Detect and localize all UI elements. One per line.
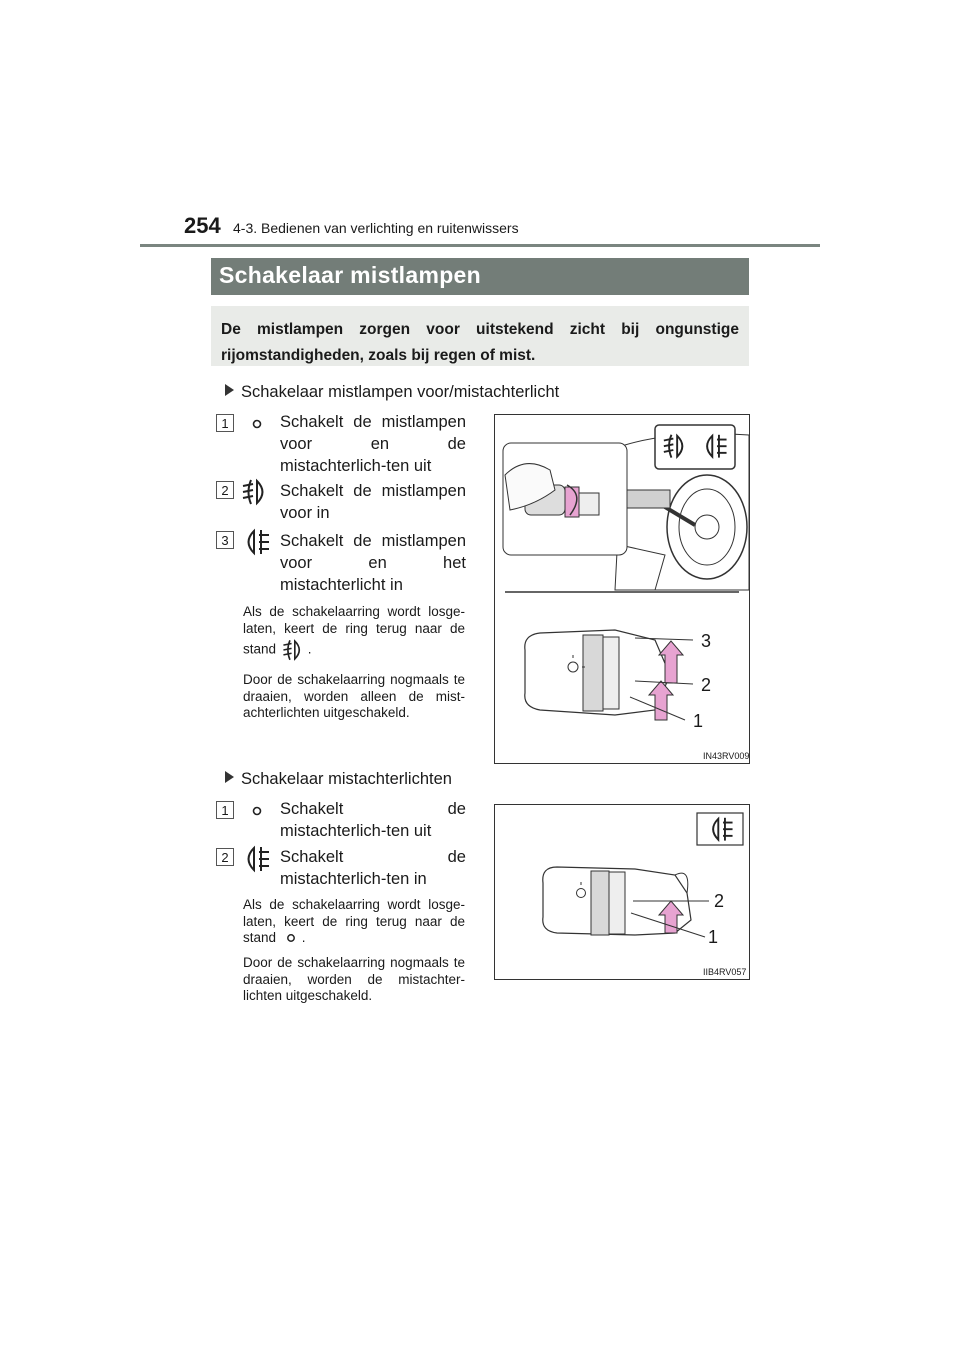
note-return-position (243, 604, 465, 663)
intro-box (211, 306, 749, 366)
subsection-heading-1 (225, 383, 559, 402)
note-text: Als de schakelaarring wordt losge-laten, keert de ring terug naar de stand (243, 897, 465, 945)
item-number-badge: 2 (216, 848, 234, 866)
intro-text: De mistlampen zorgen voor uitstekend zicht bij ongunstige rijomstandigheden, zoals bij regen of mist. (221, 321, 739, 364)
item-number-badge: 1 (216, 801, 234, 819)
rear-fog-lamp-icon (240, 843, 272, 875)
page-number: 254 (184, 213, 221, 238)
subsection-heading-2-text: Schakelaar mistachterlichten (241, 770, 452, 788)
item-number-badge: 2 (216, 481, 234, 499)
callout-number: 2 (714, 891, 725, 911)
combination-switch-illustration (495, 415, 749, 763)
section-title: Schakelaar mistlampen (219, 262, 481, 288)
figure-code: IN43RV009 (703, 751, 750, 761)
subsection-heading-2 (225, 770, 452, 789)
note-text-end: . (301, 930, 306, 945)
off-circle-icon (280, 930, 302, 946)
callout-number: 2 (701, 675, 712, 695)
note-text: Als de schakelaarring wordt losge-laten, keert de ring terug naar de stand (243, 604, 465, 657)
rear-fog-switch-illustration (495, 805, 749, 979)
item-text: Schakelt de mistlampen voor in (280, 482, 466, 522)
note-turn-again: Door de schakelaarring nogmaals te draaien, worden de mistachter-lichten uitgeschakeld. (243, 955, 465, 1003)
callout-number: 1 (708, 927, 719, 947)
triangle-bullet-icon (225, 771, 234, 783)
section-title-bar (211, 258, 749, 295)
note-text-end: . (307, 641, 312, 657)
item-text: Schakelt de mistachterlich-ten in (280, 848, 466, 888)
item-text: Schakelt de mistachterlich-ten uit (280, 800, 466, 840)
chapter-title: 4-3. Bedienen van verlichting en ruitenwissers (233, 220, 519, 236)
note-return-position (243, 897, 465, 947)
subsection-heading-1-text: Schakelaar mistlampen voor/mistachterlicht (241, 383, 560, 401)
header-rule (140, 244, 820, 247)
item-text: Schakelt de mistlampen voor en de mistachterlich-ten uit (280, 413, 466, 475)
rear-fog-lamp-icon (240, 526, 272, 558)
item-text: Schakelt de mistlampen voor en het mistachterlicht in (280, 532, 466, 594)
figure-rear-fog-switch (494, 804, 750, 980)
front-fog-lamp-icon (240, 476, 272, 508)
triangle-bullet-icon (225, 384, 234, 396)
note-turn-again: Door de schakelaarring nogmaals te draaien, worden alleen de mist-achterlichten uitgeschakeld. (243, 672, 465, 720)
callout-number: 1 (693, 711, 704, 731)
off-circle-icon (241, 410, 273, 442)
callout-number: 3 (701, 631, 712, 651)
figure-fog-switch-front-rear (494, 414, 750, 764)
off-circle-icon (241, 797, 273, 829)
item-number-badge: 1 (216, 414, 234, 432)
figure-code: IIB4RV057 (703, 967, 747, 977)
item-number-badge: 3 (216, 531, 234, 549)
front-fog-lamp-icon (280, 637, 308, 663)
